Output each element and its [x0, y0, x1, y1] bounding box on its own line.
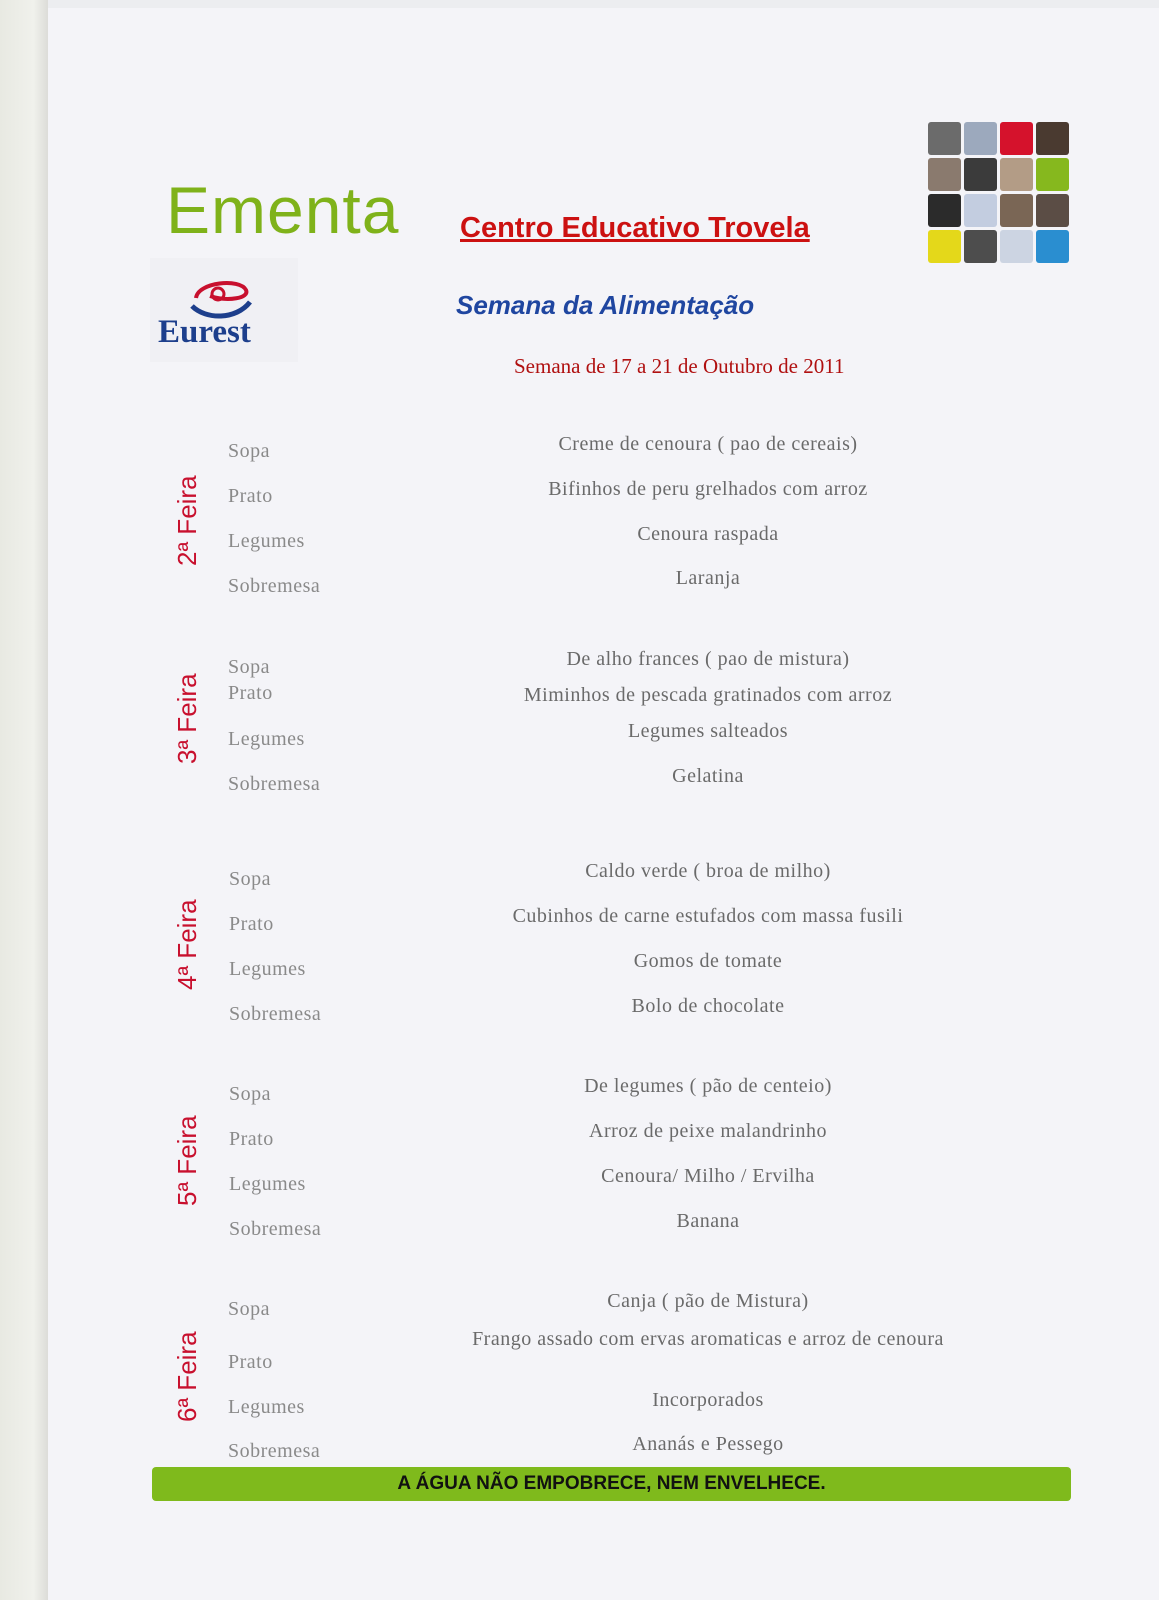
category-label: Prato: [229, 913, 274, 935]
dish-text: De legumes ( pão de centeio): [584, 1075, 832, 1097]
dish-text: Frango assado com ervas aromaticas e arroz de cenoura: [472, 1328, 944, 1350]
category-label: Prato: [228, 1351, 273, 1373]
category-label: Sobremesa: [228, 575, 321, 597]
week-dates: Semana de 17 a 21 de Outubro de 2011: [514, 354, 845, 378]
dish-text: Cenoura raspada: [637, 523, 779, 545]
category-label: Sopa: [229, 868, 271, 890]
dish-text: Gomos de tomate: [633, 950, 783, 972]
category-label: Sopa: [228, 440, 270, 462]
week-subtitle: Semana da Alimentação: [456, 290, 755, 320]
dish-text: Gelatina: [672, 765, 744, 787]
dish-text: Cubinhos de carne estufados com massa fusili: [512, 905, 904, 927]
category-label: Legumes: [229, 1173, 306, 1195]
category-label: Prato: [228, 682, 273, 704]
category-label: Sobremesa: [228, 773, 321, 795]
day-label: 3ª Feira: [172, 673, 202, 764]
dish-text: Bifinhos de peru grelhados com arroz: [548, 478, 868, 500]
day-label: 6ª Feira: [172, 1331, 202, 1422]
dish-text: Arroz de peixe malandrinho: [589, 1120, 827, 1142]
day-label: 2ª Feira: [172, 475, 202, 566]
category-label: Sopa: [228, 1298, 270, 1320]
dish-text: Bolo de chocolate: [631, 995, 785, 1017]
scan-edge: [0, 0, 48, 1600]
dish-text: Ananás e Pessego: [632, 1433, 784, 1455]
category-label: Prato: [229, 1128, 274, 1150]
dish-text: Canja ( pão de Mistura): [607, 1290, 809, 1312]
day-label: 4ª Feira: [172, 899, 202, 990]
category-label: Prato: [228, 485, 273, 507]
category-label: Legumes: [228, 1396, 305, 1418]
children-photo-mosaic: [928, 122, 1070, 264]
category-label: Legumes: [229, 958, 306, 980]
eurest-logo-text: Eurest: [158, 314, 251, 350]
menu-title: Ementa: [166, 173, 400, 247]
category-label: Legumes: [228, 530, 305, 552]
dish-text: Incorporados: [652, 1389, 764, 1411]
category-label: Sopa: [228, 656, 270, 678]
eurest-logo: [150, 258, 298, 362]
dish-text: Miminhos de pescada gratinados com arroz: [523, 684, 893, 706]
category-label: Sopa: [229, 1083, 271, 1105]
category-label: Legumes: [228, 728, 305, 750]
water-slogan-banner: A ÁGUA NÃO EMPOBRECE, NEM ENVELHECE.: [152, 1467, 1071, 1501]
category-label: Sobremesa: [229, 1003, 322, 1025]
dish-text: Laranja: [675, 567, 741, 589]
dish-text: Banana: [676, 1210, 740, 1232]
dish-text: Creme de cenoura ( pao de cereais): [558, 433, 858, 455]
dish-text: Legumes salteados: [627, 720, 789, 742]
category-label: Sobremesa: [229, 1218, 322, 1240]
dish-text: Cenoura/ Milho / Ervilha: [601, 1165, 815, 1187]
category-label: Sobremesa: [228, 1440, 321, 1462]
day-label: 5ª Feira: [172, 1115, 202, 1206]
dish-text: Caldo verde ( broa de milho): [585, 860, 831, 882]
school-name: Centro Educativo Trovela: [460, 212, 810, 244]
dish-text: De alho frances ( pao de mistura): [566, 648, 850, 670]
